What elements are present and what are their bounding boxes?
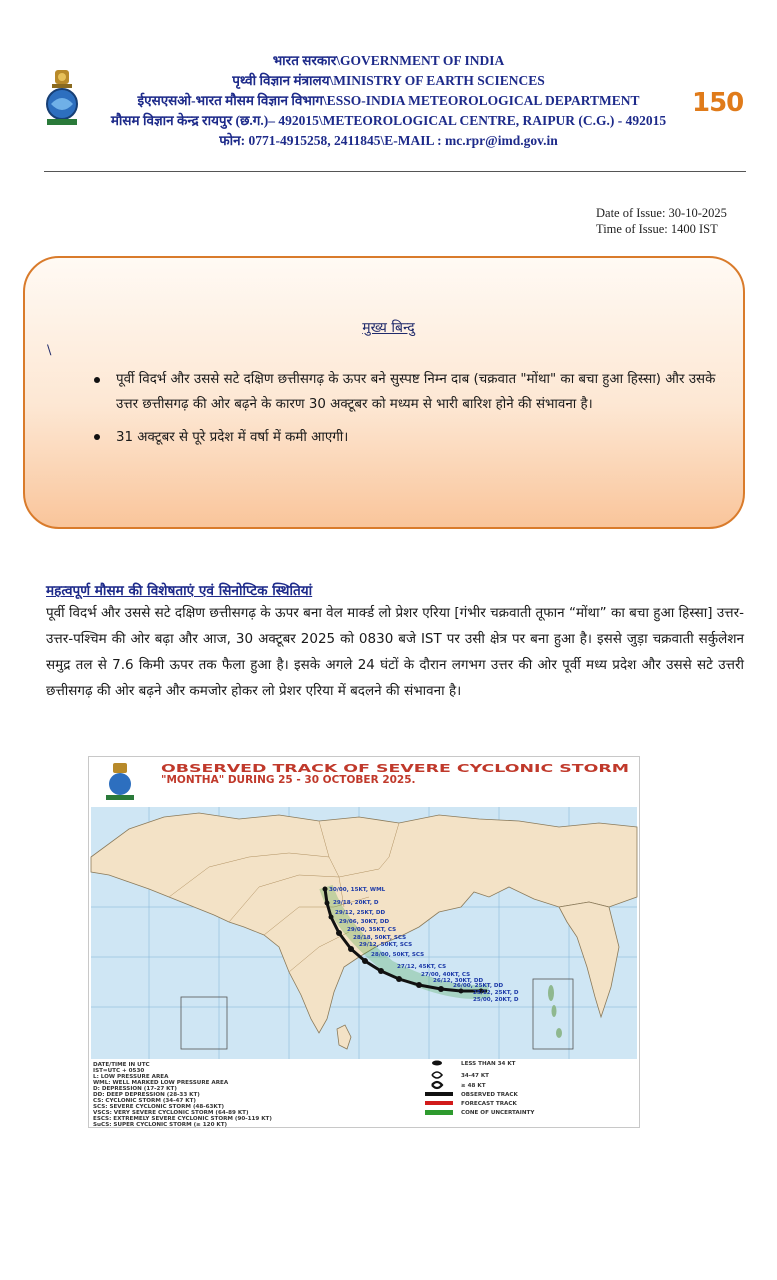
legend-item: CS: CYCLONIC STORM (34-47 KT) — [93, 1098, 196, 1104]
legend-forecast-swatch — [425, 1101, 453, 1105]
issue-time: Time of Issue: 1400 IST — [596, 222, 718, 236]
track-label: 26/00, 25KT, DD — [453, 983, 504, 989]
legend-dot-small-icon — [432, 1061, 442, 1066]
legend-item: D: DEPRESSION (17-27 KT) — [93, 1086, 177, 1092]
track-label: 29/18, 20KT, D — [333, 900, 379, 906]
track-label: 29/00, 35KT, CS — [347, 927, 397, 933]
track-label: 29/06, 30KT, DD — [339, 919, 390, 925]
header-line-contact: फोन: 0771-4915258, 2411845\E-MAIL : mc.rpr@imd.gov.in — [219, 133, 558, 148]
header-line-ministry: पृथ्वी विज्ञान मंत्रालय\MINISTRY OF EARTH SCIENCES — [232, 73, 545, 88]
legend-item: SuCS: SUPER CYCLONIC STORM (≥ 120 KT) — [93, 1122, 228, 1127]
legend-item: ≥ 48 KT — [461, 1083, 486, 1089]
issue-date: Date of Issue: 30-10-2025 — [596, 206, 727, 220]
legend-item: 34-47 KT — [461, 1073, 489, 1079]
cyclone-track-svg — [89, 757, 639, 1127]
bullet-icon — [94, 377, 100, 383]
track-label: 27/00, 40KT, CS — [421, 972, 471, 978]
highlights-marker: \ — [47, 343, 52, 358]
highlights-title: मुख्य बिन्दु — [362, 320, 415, 336]
section-title: महत्वपूर्ण मौसम की विशेषताएं एवं सिनोप्टिक स्थितियां — [46, 583, 313, 599]
cyclone-track-map — [88, 756, 640, 1128]
legend-item: L: LOW PRESSURE AREA — [93, 1074, 169, 1080]
header-line-department: ईएसएसओ-भारत मौसम विज्ञान विभाग\ESSO-INDIA METEOROLOGICAL DEPARTMENT — [137, 93, 640, 108]
legend-item: LESS THAN 34 KT — [461, 1061, 516, 1067]
legend-item: VSCS: VERY SEVERE CYCLONIC STORM (64-89 KT) — [93, 1110, 249, 1116]
legend-item: OBSERVED TRACK — [461, 1092, 518, 1098]
track-label: 28/00, 50KT, SCS — [371, 952, 425, 958]
track-label: 25/00, 20KT, D — [473, 997, 519, 1003]
track-label: 27/12, 45KT, CS — [397, 964, 447, 970]
legend-item: FORECAST TRACK — [461, 1101, 517, 1107]
legend-item: SCS: SEVERE CYCLONIC STORM (48-63KT) — [93, 1104, 225, 1110]
legend-item: ESCS: EXTREMELY SEVERE CYCLONIC STORM (90-119 KT) — [93, 1116, 272, 1122]
track-label: 25/12, 25KT, D — [473, 990, 519, 996]
legend-item: IST=UTC + 0530 — [93, 1068, 145, 1074]
highlight-point: पूर्वी विदर्भ और उससे सटे दक्षिण छत्तीसगढ़ के ऊपर बने सुस्पष्ट निम्न दाब (चक्रवात "मोंथा" का बचा हुआ हिस्सा) और उसके उत्तर छत्तीसगढ़ की ओर बढ़ने के कारण 30 अक्टूबर को मध्यम से भारी बारिश होने की संभावना है। — [116, 372, 716, 412]
legend-cone-swatch — [425, 1110, 453, 1115]
legend-item: DD: DEEP DEPRESSION (28-33 KT) — [93, 1092, 200, 1098]
header-line-government: भारत सरकार\GOVERNMENT OF INDIA — [272, 53, 505, 68]
track-label: 26/12, 30KT, DD — [433, 978, 484, 984]
legend-item: DATE/TIME IN UTC — [93, 1062, 150, 1068]
imd-150-years-logo: 150 — [692, 88, 744, 118]
bullet-icon — [94, 434, 100, 440]
track-label: 28/18, 50KT, SCS — [353, 935, 407, 941]
header-divider — [44, 171, 746, 172]
header-line-centre: मौसम विज्ञान केन्द्र रायपुर (छ.ग.)– 492015\METEOROLOGICAL CENTRE, RAIPUR (C.G.) - 492015 — [110, 113, 667, 128]
track-label: 29/12, 50KT, SCS — [359, 942, 413, 948]
legend-observed-swatch — [425, 1092, 453, 1096]
highlight-point: 31 अक्टूबर से पूरे प्रदेश में वर्षा में कमी आएगी। — [116, 430, 349, 445]
track-label: 30/00, 15KT, WML — [329, 887, 386, 893]
map-title-line2: "MONTHA" DURING 25 - 30 OCTOBER 2025. — [161, 774, 416, 786]
track-label: 29/12, 25KT, DD — [335, 910, 386, 916]
legend-item: CONE OF UNCERTAINTY — [461, 1110, 535, 1116]
section-body: पूर्वी विदर्भ और उससे सटे दक्षिण छत्तीसगढ़ के ऊपर बना वेल मार्क्ड लो प्रेशर एरिया [गंभीर चक्रवाती तूफान “मोंथा” का बचा हुआ हिस्सा] उत्तर-उत्तर-पश्चिम की ओर बढ़ा और आज, 30 अक्टूबर 2025 को 0830 बजे IST पर उसी क्षेत्र पर बना हुआ है। इससे जुड़ा चक्रवाती सर्कुलेशन समुद्र तल से 7.6 किमी ऊपर तक फैला हुआ है। इसके अगले 24 घंटों के दौरान लगभग उत्तर की ओर पूर्वी मध्य प्रदेश और उससे सटे उत्तरी छत्तीसगढ़ की ओर बढ़ने और कमजोर होकर लो प्रेशर एरिया में बदलने की संभावना है। — [46, 605, 744, 699]
map-title-line1: OBSERVED TRACK OF SEVERE CYCLONIC STORM — [161, 763, 629, 775]
legend-item: WML: WELL MARKED LOW PRESSURE AREA — [93, 1080, 229, 1086]
